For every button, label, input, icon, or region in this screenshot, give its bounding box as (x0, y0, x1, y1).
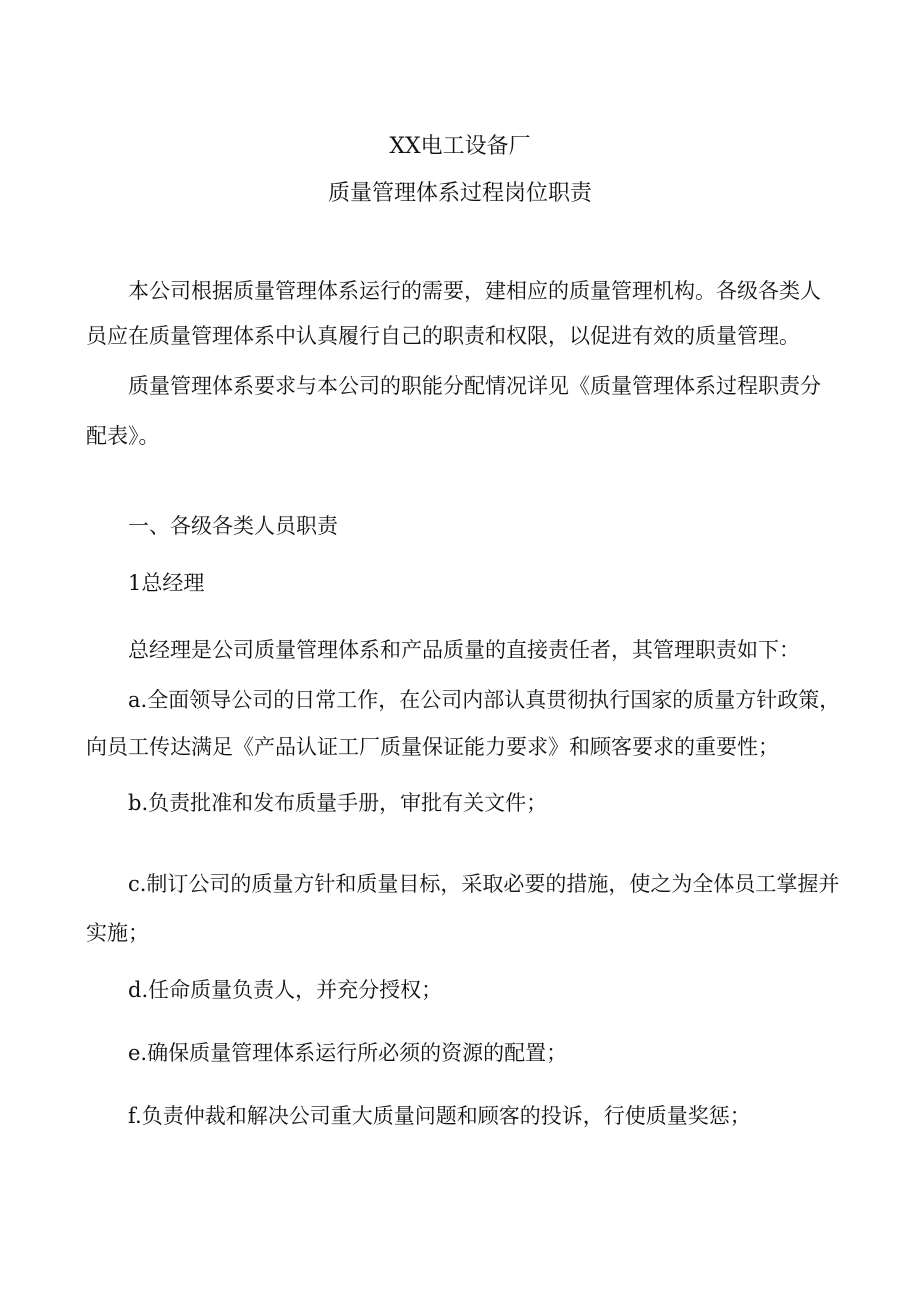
duty-item-c-line-2: 实施； (86, 921, 149, 945)
intro-paragraph-1-line-2: 员应在质量管理体系中认真履行自己的职责和权限，以促进有效的质量管理。 (86, 324, 800, 348)
duty-item-b: b.负责批准和发布质量手册，审批有关文件； (128, 791, 548, 815)
duty-item-a-line-2: 向员工传达满足《产品认证工厂质量保证能力要求》和顾客要求的重要性； (86, 735, 779, 759)
duties-lead: 总经理是公司质量管理体系和产品质量的直接责任者，其管理职责如下： (128, 638, 800, 662)
intro-paragraph-1-line-1: 本公司根据质量管理体系运行的需要，建相应的质量管理机构。各级各类人 (128, 279, 821, 303)
duty-item-c-line-1: c.制订公司的质量方针和质量目标，采取必要的措施，使之为全体员工掌握并 (128, 872, 840, 896)
document-title: 质量管理体系过程岗位职责 (327, 181, 592, 206)
subsection-heading: 1总经理 (128, 571, 205, 595)
duty-item-d: d.任命质量负责人，并充分授权； (128, 978, 443, 1002)
duty-item-e: e.确保质量管理体系运行所必须的资源的配置； (128, 1041, 568, 1065)
intro-paragraph-2-line-1: 质量管理体系要求与本公司的职能分配情况详见《质量管理体系过程职责分 (128, 374, 821, 398)
section-heading: 一、各级各类人员职责 (128, 514, 338, 538)
intro-paragraph-2-line-2: 配表》。 (86, 424, 160, 448)
duty-item-f: f.负责仲裁和解决公司重大质量问题和顾客的投诉，行使质量奖惩； (128, 1104, 751, 1128)
duty-item-a-line-1: a.全面领导公司的日常工作，在公司内部认真贯彻执行国家的质量方针政策， (128, 688, 841, 712)
company-title: XX电工设备厂 (389, 134, 531, 159)
